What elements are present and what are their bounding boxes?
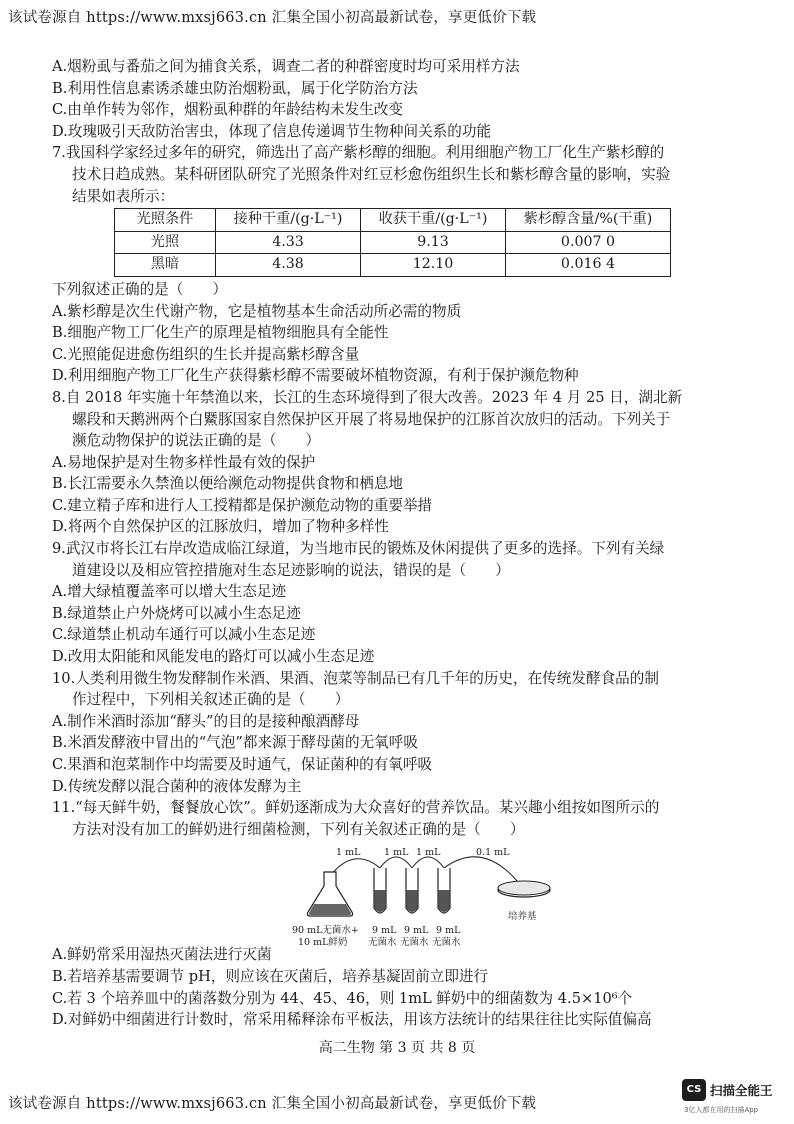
question-10 — [52, 668, 732, 798]
option-line: B.绿道禁止户外烧烤可以减小生态足迹 — [52, 604, 301, 622]
question-7 — [52, 142, 732, 387]
tube-label: 无菌水 — [432, 937, 461, 949]
transfer-volume-label: 1 mL — [336, 847, 361, 859]
test-tube-icon — [438, 868, 450, 913]
option-line: D.利用细胞产物工厂化生产获得紫杉醇不需要破坏植物资源，有利于保护濒危物种 — [52, 367, 579, 385]
exam-content — [52, 56, 732, 1031]
page-footer: 高二生物 第 3 页 共 8 页 — [318, 1040, 476, 1056]
table-row — [115, 231, 671, 254]
table-cell: 9.13 — [361, 231, 506, 254]
petri-dish-icon — [498, 881, 550, 897]
question-stem: 10.人类利用微生物发酵制作米酒、果酒、泡菜等制品已有几千年的历史，在传统发酵食品的制 — [52, 669, 659, 687]
table-cell: 黑暗 — [115, 254, 216, 277]
test-tube-icon — [374, 868, 386, 913]
flask-label: 10 mL鲜奶 — [298, 937, 348, 949]
tube-label: 9 mL — [372, 925, 397, 937]
dish-label: 培养基 — [508, 911, 537, 923]
option-line: C.绿道禁止机动车通行可以减小生态足迹 — [52, 626, 316, 644]
flask-label: 90 mL无菌水+ — [292, 925, 359, 937]
logo-tagline: 3亿人都在用的扫描App — [684, 1106, 759, 1114]
question-prompt: 下列叙述正确的是（ ） — [52, 280, 228, 298]
transfer-volume-label: 1 mL — [384, 847, 409, 859]
table-header: 光照条件 — [115, 209, 216, 232]
option-line: D.将两个自然保护区的江豚放归，增加了物种多样性 — [52, 518, 389, 536]
table-cell: 4.38 — [216, 254, 361, 277]
table-row — [115, 254, 671, 277]
question-8 — [52, 387, 732, 538]
camscanner-logo — [682, 1077, 790, 1117]
flask-liquid — [309, 904, 352, 915]
transfer-volume-label: 0.1 mL — [476, 847, 510, 859]
tube-label: 无菌水 — [368, 937, 397, 949]
option-line: C.由单作转为邻作，烟粉虱种群的年龄结构未发生改变 — [52, 101, 403, 119]
option-line: C.果酒和泡菜制作中均需要及时通气，保证菌种的有氧呼吸 — [52, 756, 433, 773]
option-line: A.易地保护是对生物多样性最有效的保护 — [52, 453, 316, 471]
option-line: C.建立精子库和进行人工授精都是保护濒危动物的重要举措 — [52, 496, 433, 514]
question-stem: 结果如表所示： — [72, 187, 175, 205]
logo-name: 扫描全能王 — [710, 1083, 773, 1098]
option-line: D.玫瑰吸引天敌防治害虫，体现了信息传递调节生物种间关系的功能 — [52, 122, 492, 140]
tube-label: 9 mL — [436, 925, 461, 937]
option-line: D.改用太阳能和风能发电的路灯可以减小生态足迹 — [52, 648, 375, 666]
table-cell: 0.016 4 — [506, 254, 671, 277]
option-line: B.若培养基需要调节 pH，则应该在灭菌后，培养基凝固前立即进行 — [52, 967, 489, 985]
table-cell: 0.007 0 — [506, 231, 671, 254]
dilution-diagram — [292, 842, 612, 949]
option-line: C.光照能促进愈伤组织的生长并提高紫杉醇含量 — [52, 345, 360, 363]
cs-badge-icon: CS — [682, 1079, 706, 1101]
table-cell: 4.33 — [216, 231, 361, 254]
table-cell: 12.10 — [361, 254, 506, 277]
results-table — [114, 208, 671, 277]
option-line: D.传统发酵以混合菌种的液体发酵为主 — [52, 777, 302, 795]
question-stem: 作过程中，下列相关叙述正确的是（ ） — [72, 691, 350, 709]
table-header-row — [115, 209, 671, 232]
q6-options — [52, 56, 732, 142]
question-stem: 方法对没有加工的鲜奶进行细菌检测，下列有关叙述正确的是（ ） — [72, 820, 525, 838]
option-line: A.增大绿植覆盖率可以增大生态足迹 — [52, 583, 287, 601]
tube-label: 无菌水 — [400, 937, 429, 949]
question-11 — [52, 797, 732, 1031]
option-line: D.对鲜奶中细菌进行计数时，常采用稀释涂布平板法，用该方法统计的结果往往比实际值偏高 — [52, 1011, 652, 1029]
option-line: A.紫杉醇是次生代谢产物，它是植物基本生命活动所必需的物质 — [52, 302, 462, 320]
transfer-volume-label: 1 mL — [416, 847, 441, 859]
table-cell: 光照 — [115, 231, 216, 254]
option-line: B.细胞产物工厂化生产的原理是植物细胞具有全能性 — [52, 324, 389, 342]
bottom-source-banner: 该试卷源自 https://www.mxsj663.cn 汇集全国小初高最新试卷，享更低价下载 — [8, 1096, 537, 1112]
option-line: B.米酒发酵液中冒出的“气泡”都来源于酵母菌的无氧呼吸 — [52, 734, 418, 752]
top-source-banner: 该试卷源自 https://www.mxsj663.cn 汇集全国小初高最新试卷，享更低价下载 — [8, 10, 537, 26]
question-stem: 技术日趋成熟。某科研团队研究了光照条件对红豆杉愈伤组织生长和紫杉醇含量的影响，实验 — [72, 165, 671, 183]
option-line: A.烟粉虱与番茄之间为捕食关系，调查二者的种群密度时均可采用样方法 — [52, 58, 520, 75]
option-line: B.长江需要永久禁渔以便给濒危动物提供食物和栖息地 — [52, 475, 404, 493]
question-9 — [52, 538, 732, 668]
question-stem: 8.自 2018 年实施十年禁渔以来，长江的生态环境得到了很大改善。2023 年 4 月 25 日，湖北新 — [52, 388, 683, 406]
tube-label: 9 mL — [404, 925, 429, 937]
question-stem: 螺段和天鹅洲两个白鱀豚国家自然保护区开展了将易地保护的江豚首次放归的活动。下列关于 — [72, 410, 671, 428]
question-stem: 11.“每天鲜牛奶，餐餐放心饮”。鲜奶逐渐成为大众喜好的营养饮品。某兴趣小组按如图所示的 — [52, 799, 660, 817]
option-line: A.制作米酒时添加“酵头”的目的是接种酿酒酵母 — [52, 712, 360, 730]
question-stem: 濒危动物保护的说法正确的是（ ） — [72, 432, 321, 450]
question-stem: 9.武汉市将长江右岸改造成临江绿道，为当地市民的锻炼及休闲提供了更多的选择。下列有关绿 — [52, 540, 665, 558]
table-header: 接种干重/(g·L⁻¹) — [216, 209, 361, 232]
option-line: C.若 3 个培养皿中的菌落数分别为 44、45、46，则 1mL 鲜奶中的细菌数为 4.5×10⁶个 — [52, 989, 633, 1007]
question-stem: 7.我国科学家经过多年的研究，筛选出了高产紫杉醇的细胞。利用细胞产物工厂化生产紫杉醇的 — [52, 144, 665, 162]
option-line: B.利用性信息素诱杀雄虫防治烟粉虱，属于化学防治方法 — [52, 79, 418, 97]
test-tube-icon — [406, 868, 418, 913]
question-stem: 道建设以及相应管控措施对生态足迹影响的说法，错误的是（ ） — [72, 561, 510, 579]
table-header: 紫杉醇含量/%(干重) — [506, 209, 671, 232]
option-line: A.鲜奶常采用湿热灭菌法进行灭菌 — [52, 946, 272, 964]
table-header: 收获干重/(g·L⁻¹) — [361, 209, 506, 232]
